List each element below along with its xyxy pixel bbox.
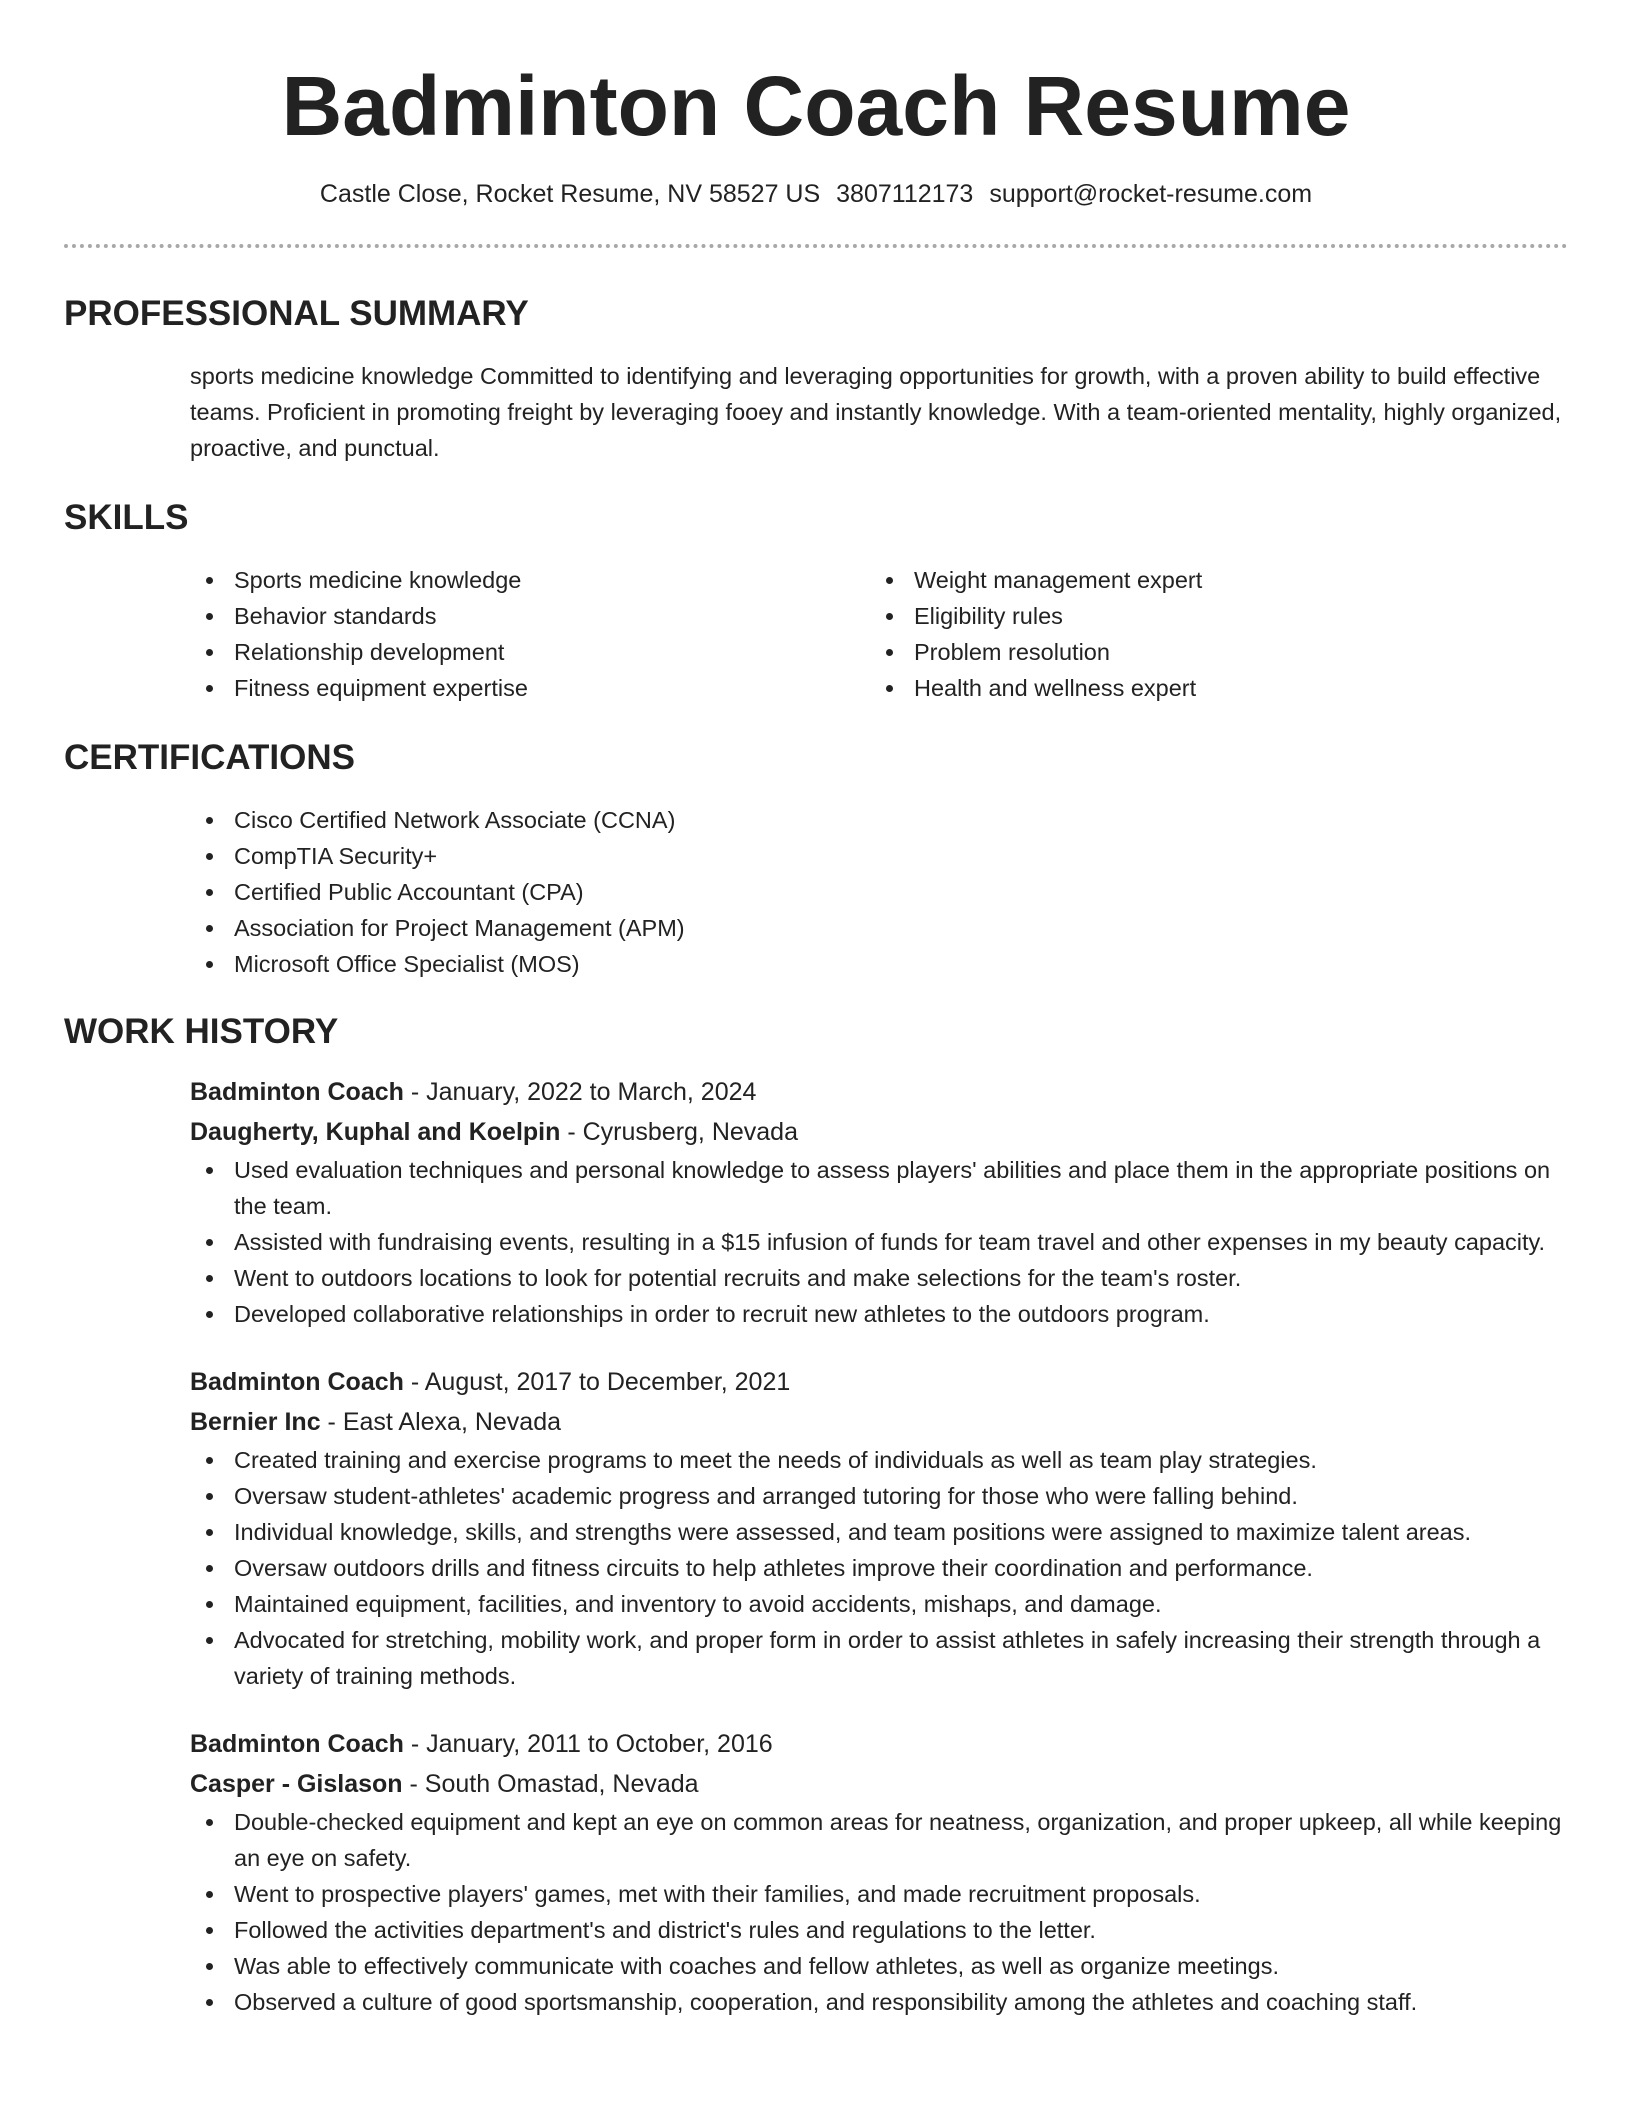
skills-list [190, 562, 1568, 706]
job-duty: Observed a culture of good sportsmanship, cooperation, and responsibility among the athletes and coaching staff. [190, 1984, 1568, 2020]
job-title: Badminton Coach [190, 1730, 404, 1758]
job-duty: Went to outdoors locations to look for potential recruits and make selections for the team's roster. [190, 1260, 1568, 1296]
skill-item: Problem resolution [870, 634, 1550, 670]
contact-address: Castle Close, Rocket Resume, NV 58527 US [319, 180, 821, 208]
job-title: Badminton Coach [190, 1078, 404, 1106]
job-company-line [190, 1112, 1568, 1152]
job-company: Casper - Gislason [190, 1770, 403, 1798]
job-location: - South Omastad, Nevada [402, 1770, 699, 1798]
skills-column-left [190, 562, 870, 706]
job-entry [190, 1724, 1568, 2020]
job-duty: Followed the activities department's and district's rules and regulations to the letter. [190, 1912, 1568, 1948]
job-duty: Created training and exercise programs to meet the needs of individuals as well as team play strategies. [190, 1442, 1568, 1478]
job-duty: Individual knowledge, skills, and strengths were assessed, and team positions were assigned to maximize talent areas. [190, 1514, 1568, 1550]
job-duty: Advocated for stretching, mobility work, and proper form in order to assist athletes in safely increasing their strength through a variety of training methods. [190, 1622, 1568, 1694]
job-location: - East Alexa, Nevada [320, 1408, 562, 1436]
skill-item: Health and wellness expert [870, 670, 1550, 706]
job-duty: Oversaw student-athletes' academic progress and arranged tutoring for those who were falling behind. [190, 1478, 1568, 1514]
job-duty: Maintained equipment, facilities, and inventory to avoid accidents, mishaps, and damage. [190, 1586, 1568, 1622]
job-duty: Oversaw outdoors drills and fitness circuits to help athletes improve their coordination and performance. [190, 1550, 1568, 1586]
header-divider [64, 244, 1568, 248]
job-entry [190, 1362, 1568, 1694]
summary-text: sports medicine knowledge Committed to identifying and leveraging opportunities for growth, with a proven ability to build effective teams. Proficient in promoting freight by leveraging fooey and instantly knowledge. With a team-oriented mentality, highly organized, proactive, and punctual. [190, 363, 1562, 461]
contact-phone: 3807112173 [836, 180, 974, 208]
job-duties [190, 1804, 1568, 2020]
skill-item: Sports medicine knowledge [190, 562, 870, 598]
work-history-heading: WORK HISTORY [64, 1012, 339, 1051]
job-title-line [190, 1362, 1568, 1402]
skills-heading: SKILLS [64, 498, 189, 537]
certification-item: Certified Public Accountant (CPA) [190, 874, 1568, 910]
job-dates: - January, 2011 to October, 2016 [403, 1730, 773, 1758]
job-company-line [190, 1764, 1568, 1804]
job-company-line [190, 1402, 1568, 1442]
skill-item: Fitness equipment expertise [190, 670, 870, 706]
job-duty: Used evaluation techniques and personal knowledge to assess players' abilities and place them in the appropriate positions on the team. [190, 1152, 1568, 1224]
skill-item: Relationship development [190, 634, 870, 670]
job-title-line [190, 1072, 1568, 1112]
job-duties [190, 1442, 1568, 1694]
job-duties [190, 1152, 1568, 1332]
job-company: Daugherty, Kuphal and Koelpin [190, 1118, 561, 1146]
job-dates: - January, 2022 to March, 2024 [403, 1078, 757, 1106]
skill-item: Behavior standards [190, 598, 870, 634]
job-location: - Cyrusberg, Nevada [560, 1118, 798, 1146]
job-company: Bernier Inc [190, 1408, 321, 1436]
job-title-line [190, 1724, 1568, 1764]
job-duty: Assisted with fundraising events, resulting in a $15 infusion of funds for team travel and other expenses in my beauty capacity. [190, 1224, 1568, 1260]
certifications-list [190, 802, 1568, 982]
contact-line [64, 176, 1568, 212]
summary-heading: PROFESSIONAL SUMMARY [64, 294, 529, 333]
job-duty: Went to prospective players' games, met with their families, and made recruitment proposals. [190, 1876, 1568, 1912]
job-duty: Double-checked equipment and kept an eye on common areas for neatness, organization, and proper upkeep, all while keeping an eye on safety. [190, 1804, 1568, 1876]
resume-page [64, 0, 1568, 2020]
job-dates: - August, 2017 to December, 2021 [403, 1368, 791, 1396]
job-entry [190, 1072, 1568, 1332]
certification-item: Association for Project Management (APM) [190, 910, 1568, 946]
skill-item: Weight management expert [870, 562, 1550, 598]
job-title: Badminton Coach [190, 1368, 404, 1396]
job-duty: Developed collaborative relationships in order to recruit new athletes to the outdoors program. [190, 1296, 1568, 1332]
skill-item: Eligibility rules [870, 598, 1550, 634]
skills-column-right [870, 562, 1550, 706]
certification-item: Cisco Certified Network Associate (CCNA) [190, 802, 1568, 838]
certification-item: Microsoft Office Specialist (MOS) [190, 946, 1568, 982]
certification-item: CompTIA Security+ [190, 838, 1568, 874]
job-duty: Was able to effectively communicate with coaches and fellow athletes, as well as organize meetings. [190, 1948, 1568, 1984]
resume-title: Badminton Coach Resume [281, 59, 1351, 153]
contact-email: support@rocket-resume.com [989, 180, 1313, 208]
certifications-heading: CERTIFICATIONS [64, 738, 356, 777]
